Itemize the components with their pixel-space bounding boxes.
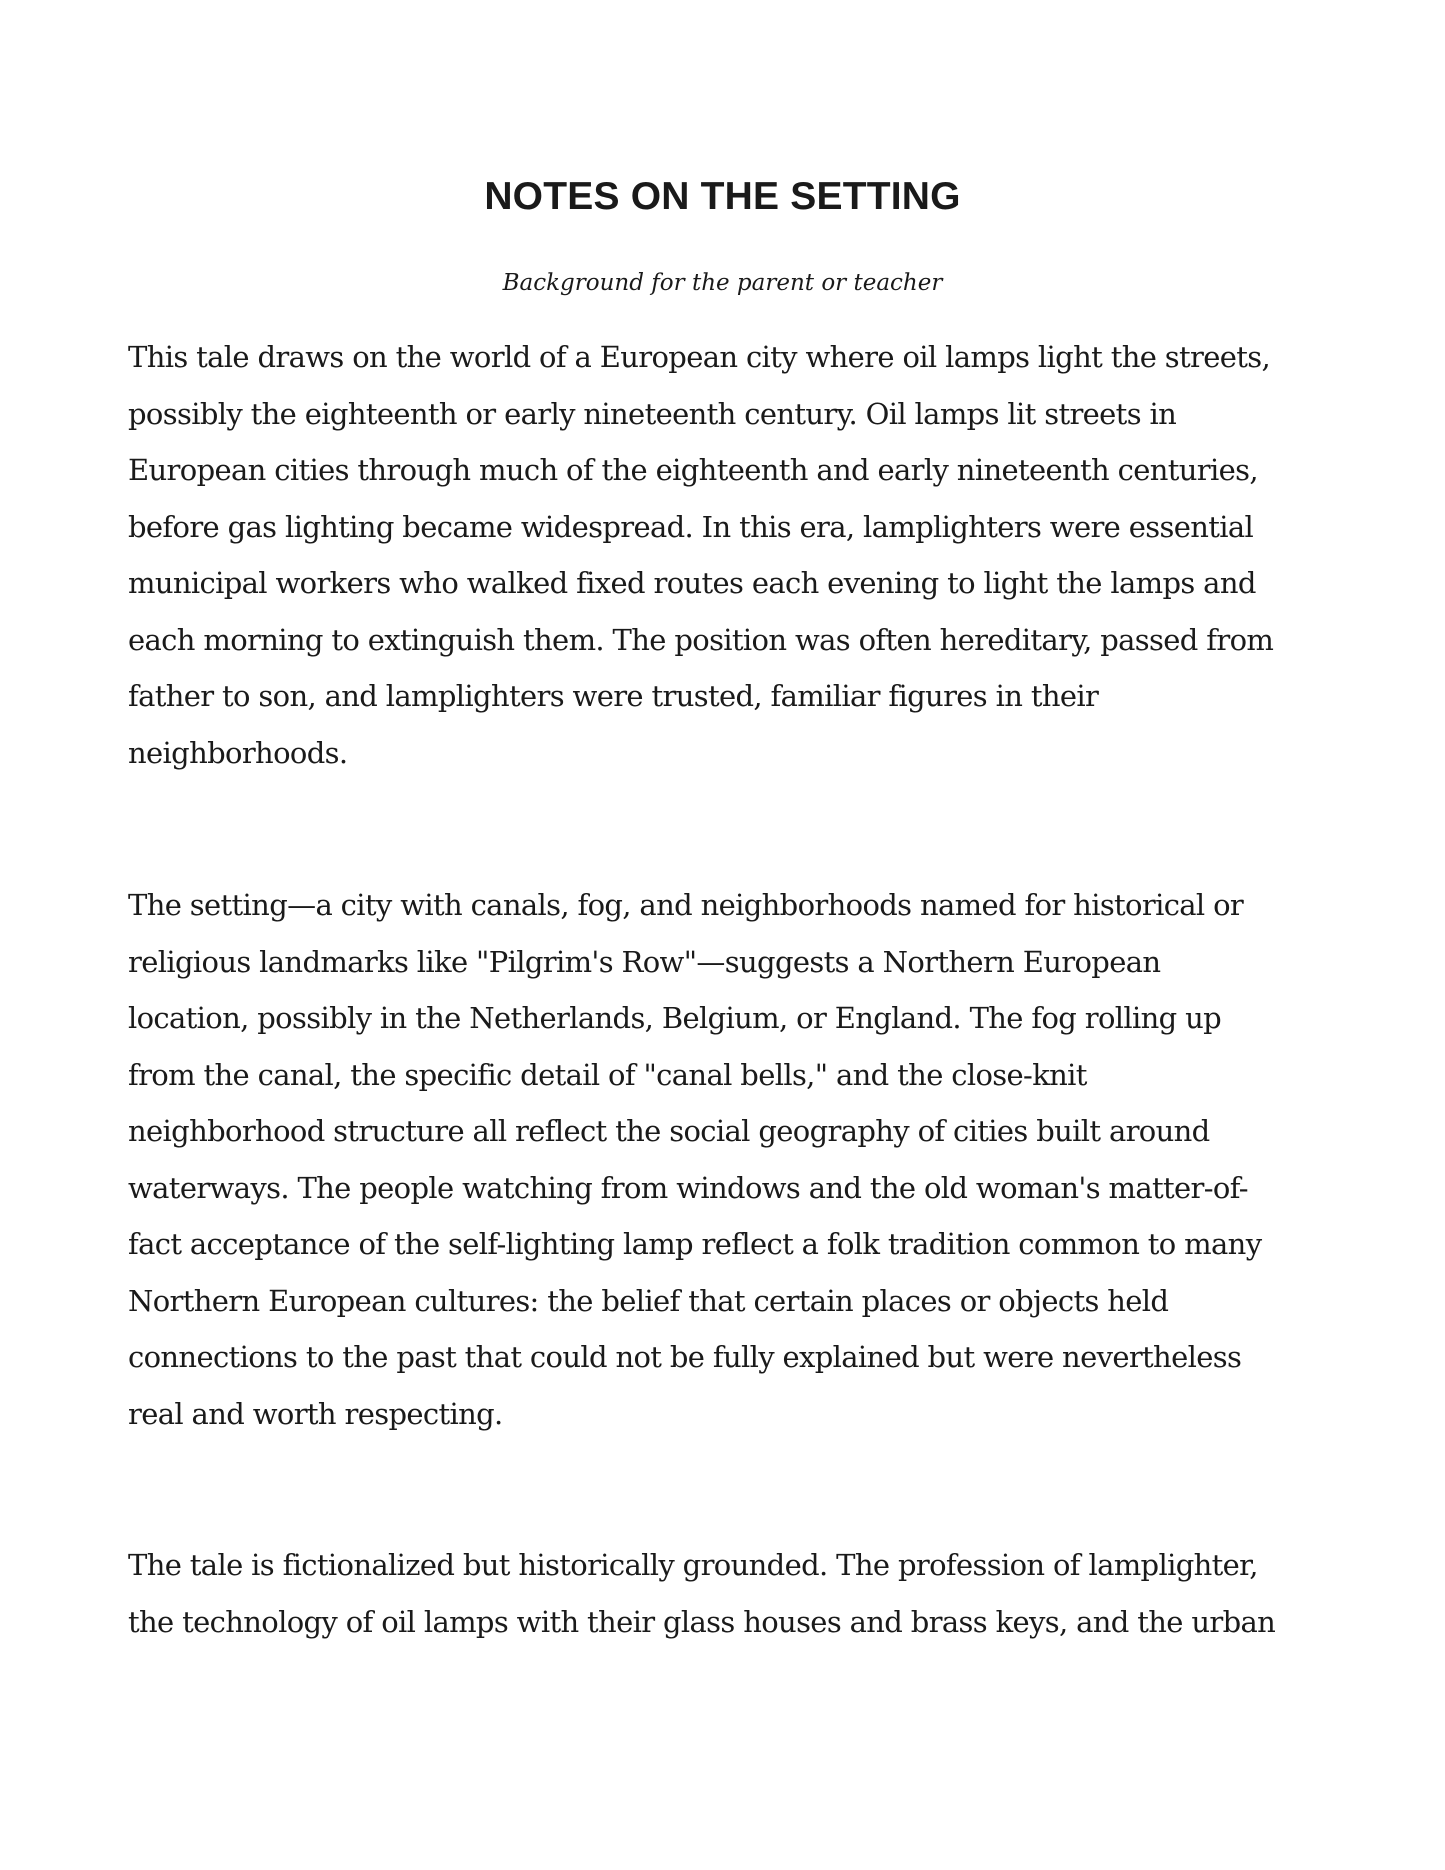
paragraph-line: Northern European cultures: the belief that certain places or objects held: [128, 1283, 1169, 1318]
page-subtitle: Background for the parent or teacher: [502, 270, 943, 296]
paragraph-line: The tale is fictionalized but historically grounded. The profession of lamplighter,: [128, 1548, 1258, 1582]
paragraph-line: location, possibly in the Netherlands, Belgium, or England. The fog rolling up: [128, 1001, 1222, 1035]
paragraph-line: from the canal, the specific detail of "canal bells," and the close-knit: [128, 1057, 1087, 1092]
paragraph-line: neighborhoods.: [128, 735, 348, 770]
paragraph-line: This tale draws on the world of a European city where oil lamps light the streets,: [128, 340, 1271, 374]
paragraph-line: real and worth respecting.: [128, 1396, 503, 1431]
paragraph-line: municipal workers who walked fixed routes each evening to light the lamps and: [128, 566, 1256, 600]
paragraph-line: possibly the eighteenth or early nineteenth century. Oil lamps lit streets in: [128, 396, 1177, 431]
paragraph-line: each morning to extinguish them. The position was often hereditary, passed from: [128, 622, 1274, 657]
paragraph-line: neighborhood structure all reflect the social geography of cities built around: [128, 1114, 1210, 1148]
paragraph-line: connections to the past that could not be fully explained but were nevertheless: [128, 1340, 1242, 1374]
paragraph-line: waterways. The people watching from windows and the old woman's matter-of-: [128, 1170, 1248, 1205]
page-title: NOTES ON THE SETTING: [484, 175, 961, 218]
paragraph-line: fact acceptance of the self-lighting lamp reflect a folk tradition common to many: [128, 1227, 1262, 1261]
paragraph-3: [128, 1537, 1328, 1650]
paragraph-line: The setting—a city with canals, fog, and neighborhoods named for historical or: [128, 888, 1244, 922]
paragraph-line: religious landmarks like "Pilgrim's Row"—suggests a Northern European: [128, 944, 1161, 979]
paragraph-line: father to son, and lamplighters were trusted, familiar figures in their: [128, 679, 1099, 713]
paragraph-line: before gas lighting became widespread. In this era, lamplighters were essential: [128, 509, 1254, 544]
paragraph-line: the technology of oil lamps with their glass houses and brass keys, and the urban: [128, 1604, 1276, 1639]
paragraph-1: [128, 329, 1328, 781]
paragraph-line: European cities through much of the eighteenth and early nineteenth centuries,: [128, 453, 1258, 487]
paragraph-2: [128, 877, 1328, 1442]
